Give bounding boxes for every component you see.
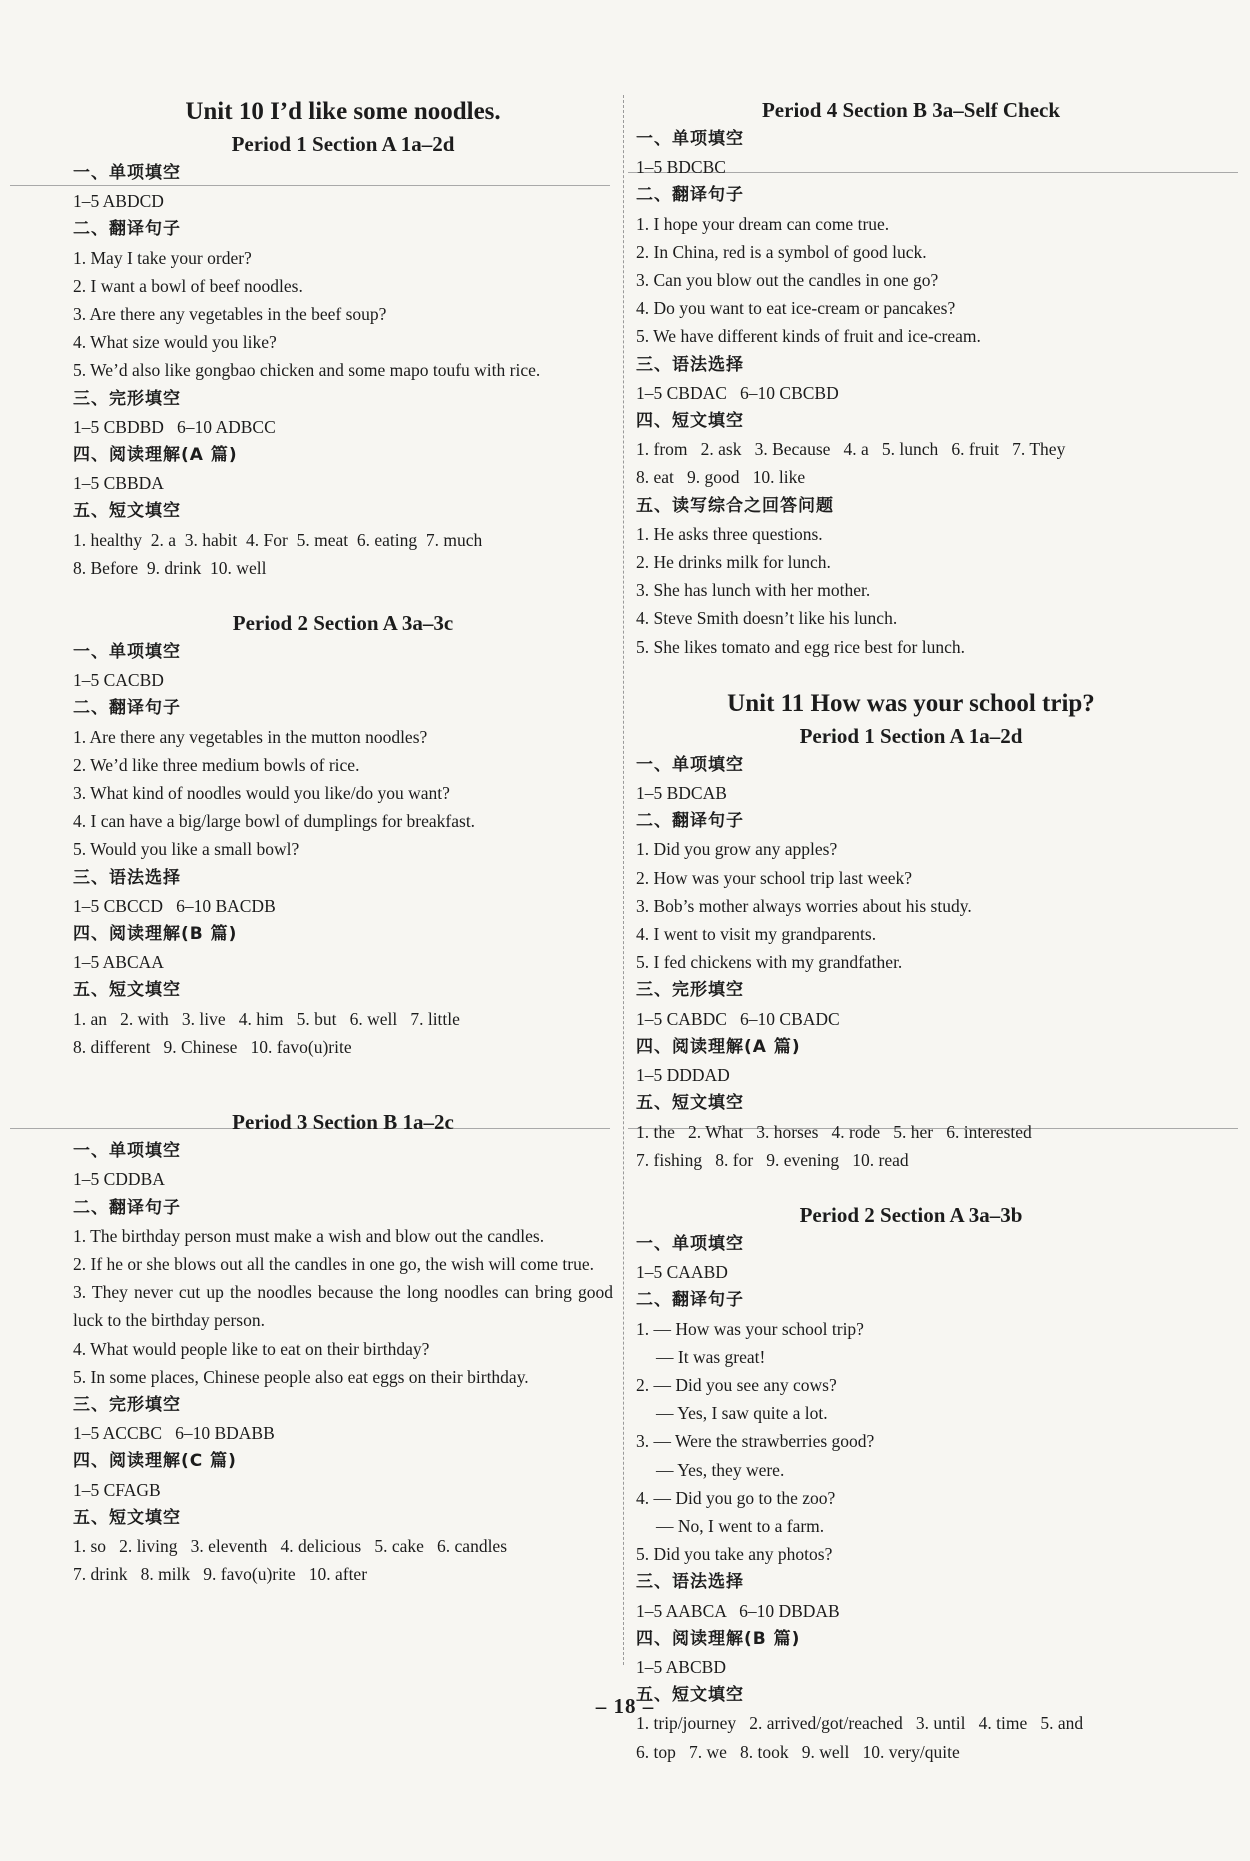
section-heading: 三、语法选择 — [636, 1572, 744, 1593]
answer-line: 1. from 2. ask 3. Because 4. a 5. lunch 6. fruit 7. They — [636, 439, 1066, 460]
translation-line: 1. I hope your dream can come true. — [636, 213, 890, 234]
translation-line: 5. We have different kinds of fruit and ice-cream. — [636, 326, 981, 347]
section-heading: 三、完形填空 — [73, 1394, 181, 1415]
section-heading: 一、单项填空 — [73, 642, 181, 663]
translation-line: 4. What would people like to eat on their birthday? — [73, 1338, 430, 1359]
translation-line: 2. How was your school trip last week? — [636, 867, 913, 888]
section-heading: 五、短文填空 — [636, 1685, 744, 1706]
section-heading: 二、翻译句子 — [73, 698, 181, 719]
answer-line: 3. She has lunch with her mother. — [636, 580, 871, 601]
translation-line: 4. What size would you like? — [73, 332, 277, 353]
answer-line: 7. fishing 8. for 9. evening 10. read — [636, 1149, 909, 1170]
column-divider — [623, 95, 624, 1665]
translation-line: 3. They never cut up the noodles because the long noodles can bring good luck to the birthday person. — [73, 1282, 613, 1331]
translation-line: 2. We’d like three medium bowls of rice. — [73, 754, 360, 775]
answer-line: 1. healthy 2. a 3. habit 4. For 5. meat 6. eating 7. much — [73, 529, 483, 550]
translation-line: — Yes, they were. — [656, 1459, 785, 1480]
section-heading: 四、阅读理解(A 篇) — [73, 445, 238, 466]
page-number: – 18 – — [595, 1694, 655, 1718]
translation-line: 1. May I take your order? — [73, 247, 252, 268]
period-title: Period 4 Section B 3a–Self Check — [761, 98, 1061, 122]
translation-line: 3. What kind of noodles would you like/do you want? — [73, 783, 450, 804]
unit-11-title: Unit 11 How was your school trip? — [727, 689, 1095, 717]
translation-line: — Yes, I saw quite a lot. — [656, 1403, 828, 1424]
answer-line: 1. trip/journey 2. arrived/got/reached 3. until 4. time 5. and — [636, 1713, 1084, 1734]
answer-line: 1–5 CBDAC 6–10 CBCBD — [636, 382, 839, 403]
answer-line: 1–5 CBBDA — [73, 473, 164, 494]
unit11-period1 — [636, 721, 1186, 1174]
translation-line: 2. If he or she blows out all the candles in one go, the wish will come true. — [73, 1253, 594, 1274]
translation-line: 4. I can have a big/large bowl of dumplings for breakfast. — [73, 811, 476, 832]
section-heading: 五、短文填空 — [636, 1093, 744, 1114]
section-heading: 一、单项填空 — [73, 163, 181, 183]
section-heading: 五、短文填空 — [73, 980, 181, 1001]
period-title: Period 3 Section B 1a–2c — [232, 1110, 454, 1135]
answer-line: 1–5 CABDC 6–10 CBADC — [636, 1008, 840, 1029]
answer-line: 1–5 BDCAB — [636, 783, 727, 804]
translation-line: — No, I went to a farm. — [656, 1515, 825, 1536]
answer-line: 1–5 CBCCD 6–10 BACDB — [73, 895, 276, 916]
period-title: Period 1 Section A 1a–2d — [231, 132, 455, 156]
translation-line: 2. I want a bowl of beef noodles. — [73, 275, 303, 296]
left-column — [73, 95, 613, 1588]
answer-line: 1. He asks three questions. — [636, 523, 823, 544]
section-heading: 四、短文填空 — [636, 411, 744, 432]
translation-line: 1. Did you grow any apples? — [636, 839, 838, 860]
section-heading: 三、完形填空 — [73, 388, 181, 409]
translation-line: 1. The birthday person must make a wish and blow out the candles. — [73, 1225, 545, 1246]
answer-line: 1. an 2. with 3. live 4. him 5. but 6. well 7. little — [73, 1008, 460, 1029]
translation-line: 3. Are there any vegetables in the beef soup? — [73, 304, 387, 325]
translation-line: 5. I fed chickens with my grandfather. — [636, 952, 903, 973]
translation-line: 3. — Were the strawberries good? — [636, 1431, 875, 1452]
section-heading: 五、短文填空 — [73, 1507, 181, 1528]
answer-line: 8. Before 9. drink 10. well — [73, 557, 267, 578]
period-title: Period 2 Section A 3a–3b — [799, 1202, 1023, 1227]
translation-line: — It was great! — [656, 1346, 766, 1367]
answer-line: 1–5 ABDCD — [73, 191, 164, 212]
translation-line: 3. Can you blow out the candles in one go? — [636, 270, 939, 291]
translation-line: 4. Do you want to eat ice-cream or pancakes? — [636, 298, 956, 319]
answer-line: 1–5 CFAGB — [73, 1479, 161, 1500]
section-heading: 一、单项填空 — [636, 754, 744, 775]
translation-line: 4. I went to visit my grandparents. — [636, 924, 877, 945]
answer-line: 8. different 9. Chinese 10. favo(u)rite — [73, 1036, 352, 1057]
translation-line: 1. Are there any vegetables in the mutton noodles? — [73, 726, 428, 747]
answer-line: 2. He drinks milk for lunch. — [636, 552, 831, 573]
answer-line: 1–5 ABCBD — [636, 1656, 726, 1677]
answer-line: 1. the 2. What 3. horses 4. rode 5. her 6. interested — [636, 1121, 1032, 1142]
translation-line: 5. In some places, Chinese people also eat eggs on their birthday. — [73, 1366, 529, 1387]
answer-line: 1–5 ACCBC 6–10 BDABB — [73, 1423, 275, 1444]
section-heading: 二、翻译句子 — [636, 1290, 744, 1311]
section-heading: 五、短文填空 — [73, 501, 181, 522]
translation-line: 1. — How was your school trip? — [636, 1318, 864, 1339]
section-heading: 四、阅读理解(A 篇) — [636, 1036, 801, 1057]
answer-line: 7. drink 8. milk 9. favo(u)rite 10. after — [73, 1564, 368, 1585]
section-heading: 二、翻译句子 — [636, 185, 744, 206]
translation-line: 2. In China, red is a symbol of good luck. — [636, 241, 927, 262]
answer-line: 1–5 BDCBC — [636, 157, 726, 178]
section-heading: 二、翻译句子 — [73, 1197, 181, 1218]
section-heading: 二、翻译句子 — [73, 219, 181, 240]
section-heading: 一、单项填空 — [636, 1233, 744, 1254]
answer-line: 1–5 CACBD — [73, 670, 164, 691]
answer-line: 1–5 CAABD — [636, 1262, 728, 1283]
unit-10-title: Unit 10 I’d like some noodles. — [185, 98, 501, 125]
translation-line: 5. Did you take any photos? — [636, 1544, 833, 1565]
section-heading: 三、语法选择 — [73, 867, 181, 888]
section-heading: 一、单项填空 — [73, 1141, 181, 1162]
translation-line: 5. We’d also like gongbao chicken and some mapo toufu with rice. — [73, 360, 541, 381]
translation-line: 3. Bob’s mother always worries about his study. — [636, 895, 972, 916]
section-heading: 三、完形填空 — [636, 980, 744, 1001]
answer-line: 1–5 CDDBA — [73, 1169, 165, 1190]
translation-line: 5. Would you like a small bowl? — [73, 839, 300, 860]
unit10-period1 — [73, 129, 613, 582]
period-title: Period 2 Section A 3a–3c — [232, 611, 454, 636]
answer-line: 1–5 DDDAD — [636, 1065, 730, 1086]
section-heading: 二、翻译句子 — [636, 811, 744, 832]
unit11-period2 — [636, 1200, 1186, 1766]
translation-line: 2. — Did you see any cows? — [636, 1374, 837, 1395]
period-title: Period 1 Section A 1a–2d — [799, 723, 1023, 748]
section-heading: 四、阅读理解(C 篇) — [73, 1451, 237, 1472]
answer-line: 4. Steve Smith doesn’t like his lunch. — [636, 608, 898, 629]
translation-line: 4. — Did you go to the zoo? — [636, 1487, 836, 1508]
answer-line: 1–5 AABCA 6–10 DBDAB — [636, 1600, 840, 1621]
answer-line: 6. top 7. we 8. took 9. well 10. very/quite — [636, 1741, 960, 1762]
unit10-period3 — [73, 1107, 613, 1588]
answer-line: 1–5 ABCAA — [73, 952, 164, 973]
section-heading: 四、阅读理解(B 篇) — [636, 1628, 801, 1649]
answer-line: 5. She likes tomato and egg rice best for lunch. — [636, 636, 966, 657]
section-heading: 四、阅读理解(B 篇) — [73, 924, 238, 945]
answer-line: 8. eat 9. good 10. like — [636, 467, 806, 488]
unit10-period2 — [73, 608, 613, 1061]
unit10-period4 — [636, 95, 1186, 661]
answer-line: 1. so 2. living 3. eleventh 4. delicious 5. cake 6. candles — [73, 1535, 508, 1556]
section-heading: 一、单项填空 — [636, 129, 744, 149]
section-heading: 三、语法选择 — [636, 354, 744, 375]
answer-line: 1–5 CBDBD 6–10 ADBCC — [73, 416, 276, 437]
right-column — [636, 95, 1186, 1766]
section-heading: 五、读写综合之回答问题 — [636, 495, 834, 516]
